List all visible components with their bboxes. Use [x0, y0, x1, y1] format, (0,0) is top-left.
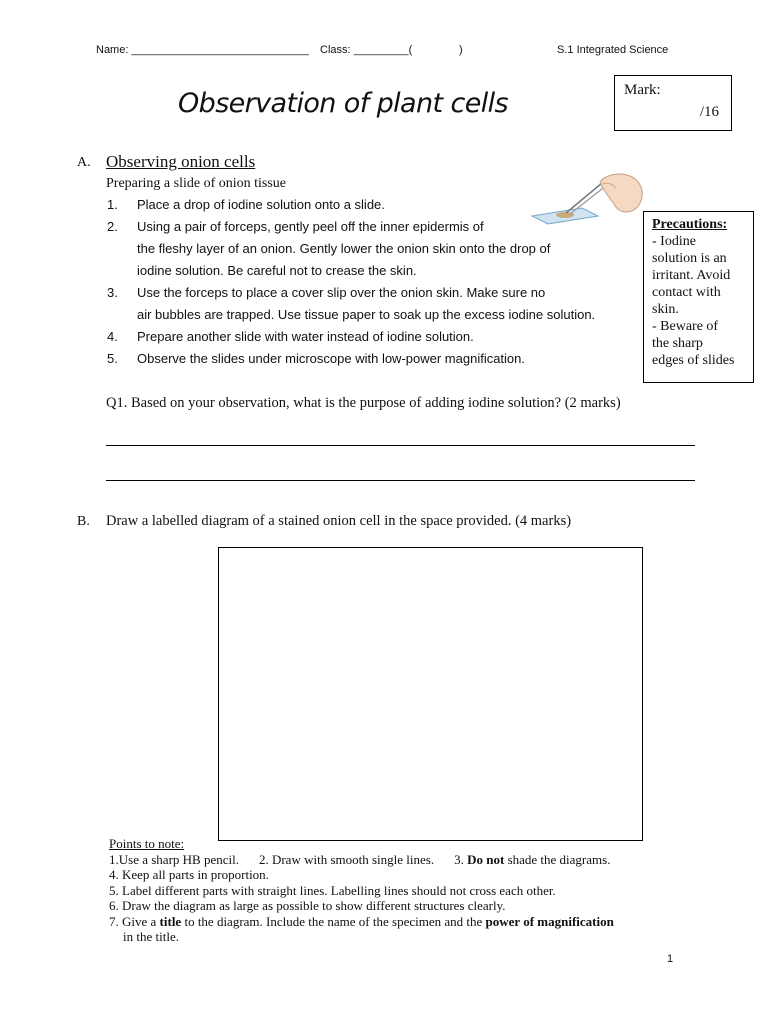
name-field-label: Name: _____________________________: [96, 44, 309, 56]
step-2-text-line3: iodine solution. Be careful not to crease the skin.: [137, 263, 417, 278]
precaution-line: - Iodine: [652, 234, 696, 249]
section-b-instruction: Draw a labelled diagram of a stained onion cell in the space provided. (4 marks): [106, 513, 572, 529]
precautions-heading: Precautions:: [652, 217, 728, 232]
section-a-subheading: Preparing a slide of onion tissue: [106, 176, 287, 191]
note-6: 6. Draw the diagram as large as possible to show different structures clearly.: [109, 898, 506, 913]
note-7-prefix: 7. Give a: [109, 913, 160, 929]
step-3-number: 3.: [107, 285, 118, 300]
step-4-number: 4.: [107, 329, 118, 344]
note-3-suffix: shade the diagrams.: [504, 851, 611, 867]
note-7: [109, 914, 614, 930]
step-1-number: 1.: [107, 197, 118, 212]
step-2-number: 2.: [107, 219, 118, 234]
note-2: 2. Draw with smooth single lines.: [258, 851, 435, 867]
precaution-line: - Beware of: [652, 319, 719, 334]
precaution-line: skin.: [652, 302, 679, 317]
step-4-text: Prepare another slide with water instead of iodine solution.: [137, 329, 474, 344]
section-b-letter: B.: [77, 514, 90, 529]
note-7-continuation: in the title.: [123, 929, 179, 944]
step-2-text-line1: Using a pair of forceps, gently peel off the inner epidermis of: [137, 219, 484, 234]
note-3-bold: Do not: [467, 851, 505, 867]
precaution-line: the sharp: [652, 336, 703, 351]
mark-label: Mark:: [624, 82, 661, 98]
answer-line-1[interactable]: [106, 445, 695, 446]
answer-line-2[interactable]: [106, 480, 695, 481]
step-3-text-line1: Use the forceps to place a cover slip over the onion skin. Make sure no: [137, 285, 546, 300]
question-1: Q1. Based on your observation, what is the purpose of adding iodine solution? (2 marks): [106, 395, 621, 411]
note-3-prefix: 3.: [454, 851, 468, 867]
step-1-text: Place a drop of iodine solution onto a slide.: [137, 197, 385, 212]
class-field-paren-close: ): [459, 44, 463, 56]
note-7-bold-magnification: power of magnification: [485, 913, 614, 929]
note-line-1: [109, 852, 614, 868]
note-1: 1.Use a sharp HB pencil.: [109, 851, 239, 867]
note-7-middle: to the diagram. Include the name of the specimen and the: [181, 913, 486, 929]
section-a-heading: Observing onion cells: [106, 152, 256, 171]
note-5: 5. Label different parts with straight lines. Labelling lines should not cross each other.: [109, 882, 556, 898]
page-title: Observation of plant cells: [178, 88, 508, 119]
class-field-label: Class: _________(: [320, 44, 413, 56]
section-a-letter: A.: [77, 155, 91, 170]
step-2-text-line2: the fleshy layer of an onion. Gently lower the onion skin onto the drop of: [137, 241, 551, 256]
precaution-line: solution is an: [652, 251, 727, 266]
subject-label: S.1 Integrated Science: [557, 44, 669, 56]
step-5-text: Observe the slides under microscope with low-power magnification.: [137, 351, 526, 366]
step-5-number: 5.: [107, 351, 118, 366]
forceps-slide-illustration: [530, 170, 645, 226]
mark-box: [614, 75, 732, 131]
precaution-line: irritant. Avoid: [652, 268, 731, 283]
points-to-note-heading: Points to note:: [109, 836, 185, 851]
note-7-bold-title: title: [159, 913, 182, 929]
precaution-line: contact with: [652, 285, 721, 300]
step-3-text-line2: air bubbles are trapped. Use tissue paper to soak up the excess iodine solution.: [137, 307, 596, 322]
page-number: 1: [667, 953, 674, 965]
precautions-box: [643, 211, 754, 383]
diagram-drawing-area[interactable]: [218, 547, 643, 841]
mark-total: /16: [699, 104, 719, 120]
note-4: 4. Keep all parts in proportion.: [109, 867, 269, 882]
precaution-line: edges of slides: [652, 353, 735, 368]
